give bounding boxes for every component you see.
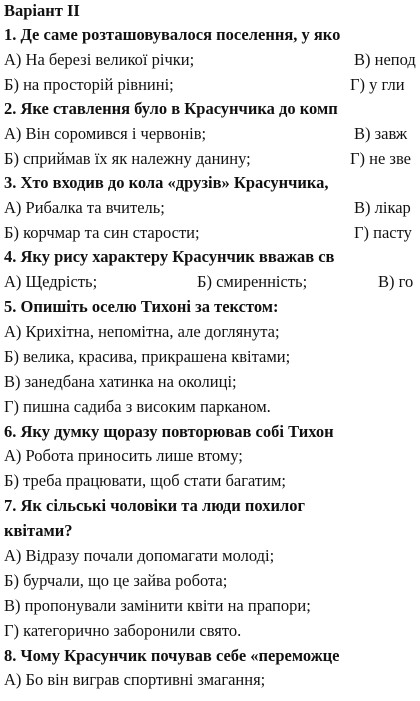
q1-option-g: Г) у гли	[350, 75, 405, 94]
q4-option-v: В) го	[378, 272, 414, 291]
q3-option-a: А) Рибалка та вчитель;	[4, 198, 165, 217]
q3-option-v: В) лікар	[354, 198, 411, 217]
q4-option-b: Б) смиренність;	[197, 272, 308, 291]
q4-option-a: А) Щедрість;	[4, 272, 98, 291]
q7-option-v: В) пропонували замінити квіти на прапори;	[4, 596, 311, 615]
question-8: 8. Чому Красунчик почував себе «переможце	[4, 646, 340, 665]
q6-option-b: Б) треба працювати, щоб стати багатим;	[4, 471, 286, 490]
q7-option-a: А) Відразу почали допомагати молоді;	[4, 546, 275, 565]
question-5: 5. Опишіть оселю Тихоні за текстом:	[4, 297, 279, 316]
q8-option-a: А) Бо він виграв спортивні змагання;	[4, 670, 266, 689]
q2-option-v: В) завж	[354, 124, 408, 143]
variant-title: Варіант ІІ	[4, 1, 80, 20]
q5-option-g: Г) пишна садиба з високим парканом.	[4, 397, 271, 416]
q2-option-g: Г) не зве	[350, 149, 411, 168]
question-4: 4. Яку рису характеру Красунчик вважав св	[4, 247, 335, 266]
question-2: 2. Яке ставлення було в Красунчика до комп	[4, 99, 338, 118]
q7-option-g: Г) категорично заборонили свято.	[4, 621, 242, 640]
q3-option-b: Б) корчмар та син старости;	[4, 223, 200, 242]
q5-option-b: Б) велика, красива, прикрашена квітами;	[4, 347, 291, 366]
question-7-line-2: квітами?	[4, 521, 73, 540]
q1-option-a: А) На березі великої річки;	[4, 50, 195, 69]
question-3: 3. Хто входив до кола «друзів» Красунчика,	[4, 173, 329, 192]
q5-option-a: А) Крихітна, непомітна, але доглянута;	[4, 322, 280, 341]
q1-option-b: Б) на просторій рівнині;	[4, 75, 174, 94]
question-7-line-1: 7. Як сільські чоловіки та люди похилог	[4, 496, 305, 515]
q3-option-g: Г) пасту	[354, 223, 412, 242]
question-6: 6. Яку думку щоразу повторював собі Тихон	[4, 422, 334, 441]
q7-option-b: Б) бурчали, що це зайва робота;	[4, 571, 228, 590]
q2-option-a: А) Він соромився і червонів;	[4, 124, 207, 143]
q2-option-b: Б) сприймав їх як належну данину;	[4, 149, 251, 168]
question-1: 1. Де саме розташовувалося поселення, у яко	[4, 25, 341, 44]
q6-option-a: А) Робота приносить лише втому;	[4, 446, 243, 465]
q1-option-v: В) непод	[354, 50, 416, 69]
q5-option-v: В) занедбана хатинка на околиці;	[4, 372, 237, 391]
